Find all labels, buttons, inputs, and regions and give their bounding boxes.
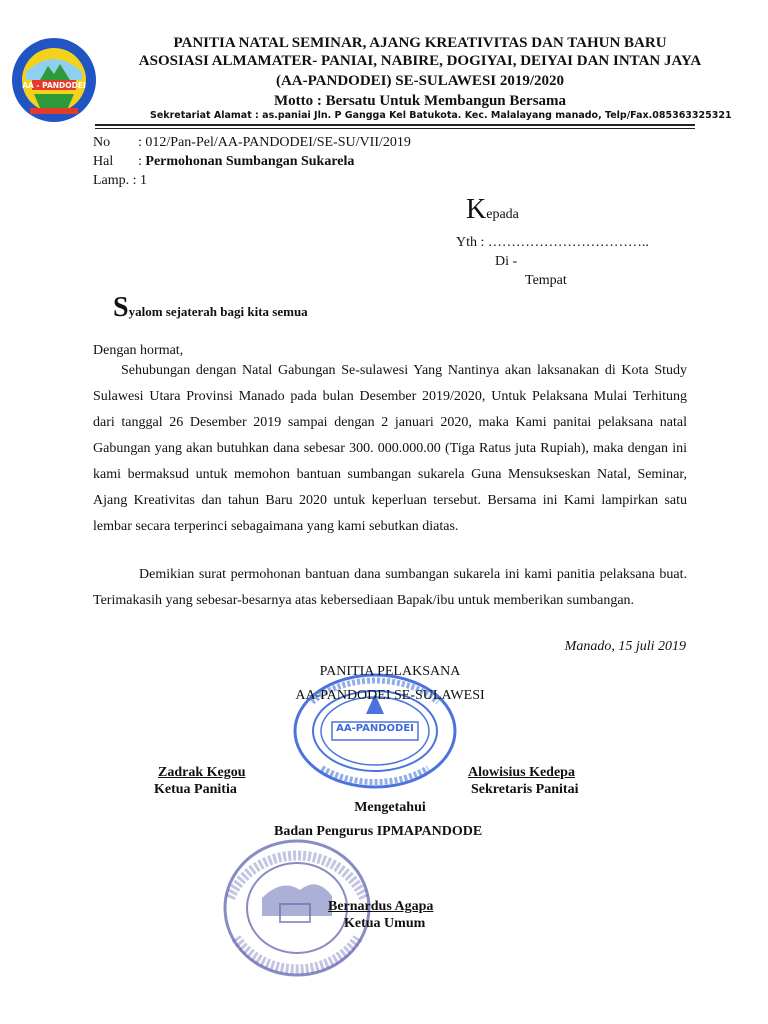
subject-colon: : [138,154,146,169]
letter-number-row [93,134,411,152]
letter-date: Manado, 15 juli 2019 [564,639,686,654]
secretary-role: Sekretaris Panitai [471,782,579,797]
acknowledge-board: Badan Pengurus IPMAPANDODE [274,824,483,839]
greeting-initial: S [113,292,129,323]
committee-subtitle: AA-PANDODEI SE-SULAWESI [295,688,485,703]
svg-text:AA - PANDODEI: AA - PANDODEI [22,81,86,90]
attachment-label: Lamp. [93,173,130,188]
number-value: : 012/Pan-Pel/AA-PANDODEI/SE-SU/VII/2019 [138,135,411,150]
letterhead-line-3: (AA-PANDODEI) SE-SULAWESI 2019/2020 [275,73,565,89]
recipient-yth: Yth : …………………………….. [456,235,649,250]
recipient-place: Tempat [525,273,567,288]
chairman-role: Ketua Panitia [154,782,237,797]
letterhead-line-2: ASOSIASI ALMAMATER- PANIAI, NABIRE, DOGIYAI, DEIYAI DAN INTAN JAYA [138,53,702,69]
number-label: No [93,135,111,150]
letterhead-line-1: PANITIA NATAL SEMINAR, AJANG KREATIVITAS DAN TAHUN BARU [173,35,667,51]
subject-value: Permohonan Sumbangan Sukarela [145,154,355,169]
body-paragraph-2: Demikian surat permohonan bantuan dana sumbangan sukarela ini kami panitia pelaksana buat. Terimakasih yang sebesar-besarnya atas kebersediaan Bapak/ibu untuk memberikan sumbangan. [93,567,687,608]
recipient-heading [466,196,519,224]
acknowledge-label: Mengetahui [354,800,426,815]
chairman-general-name: Bernardus Agapa [328,899,434,914]
chairman-general-role: Ketua Umum [344,916,426,931]
greeting [113,294,308,322]
recipient-initial: K [466,194,487,225]
letter-subject-row [93,153,354,171]
letterhead-motto: Motto : Bersatu Untuk Membangun Bersama [273,93,567,109]
committee-title: PANITIA PELAKSANA [319,664,461,679]
letter-attachment-row [93,172,147,190]
greeting-rest: yalom sejaterah bagi kita semua [128,304,308,319]
committee-stamp-label: AA-PANDODEI [336,723,414,734]
chairman-name: Zadrak Kegou [158,765,246,780]
subject-label: Hal [93,154,114,169]
attachment-value: : 1 [132,173,148,188]
recipient-di: Di - [495,254,518,269]
body-paragraph-1: Sehubungan dengan Natal Gabungan Se-sulawesi Yang Nantinya akan laksanakan di Kota Study Sulawesi Utara Provinsi Manado pada bulan Desember 2019/2020, Untuk Pelaksana Mulai Terhitung dari tanggal 26 Desember 2019 sampai dengan 2 januari 2020, maka Kami panitai pelaksana natal Gabungan yang akan butuhkan dana sebesar 300. 000.000.00 (Tiga Ratus juta Rupiah), maka dengan ini kami bermaksud untuk memohon bantuan sumbangan sukarela Guna Mensuksesk‍an Natal, Seminar, Ajang Kreativitas dan tahun Baru 2020 untuk keperluan tersebut. Bersama ini Kami lampirkan satu lembar secara terperinci sebagaimana yang kami sebutkan diatas. [93,363,687,534]
salutation: Dengan hormat, [93,343,184,358]
letterhead-secretariat: Sekretariat Alamat : as.paniai Jln. P Gangga Kel Batukota. Kec. Malalayang manado, Telp/Fax.085363325321 [150,110,732,121]
header-divider-thin [95,128,695,129]
recipient-heading-rest: epada [486,207,519,222]
secretary-name: Alowisius Kedepa [468,765,575,780]
header-divider [95,124,695,126]
